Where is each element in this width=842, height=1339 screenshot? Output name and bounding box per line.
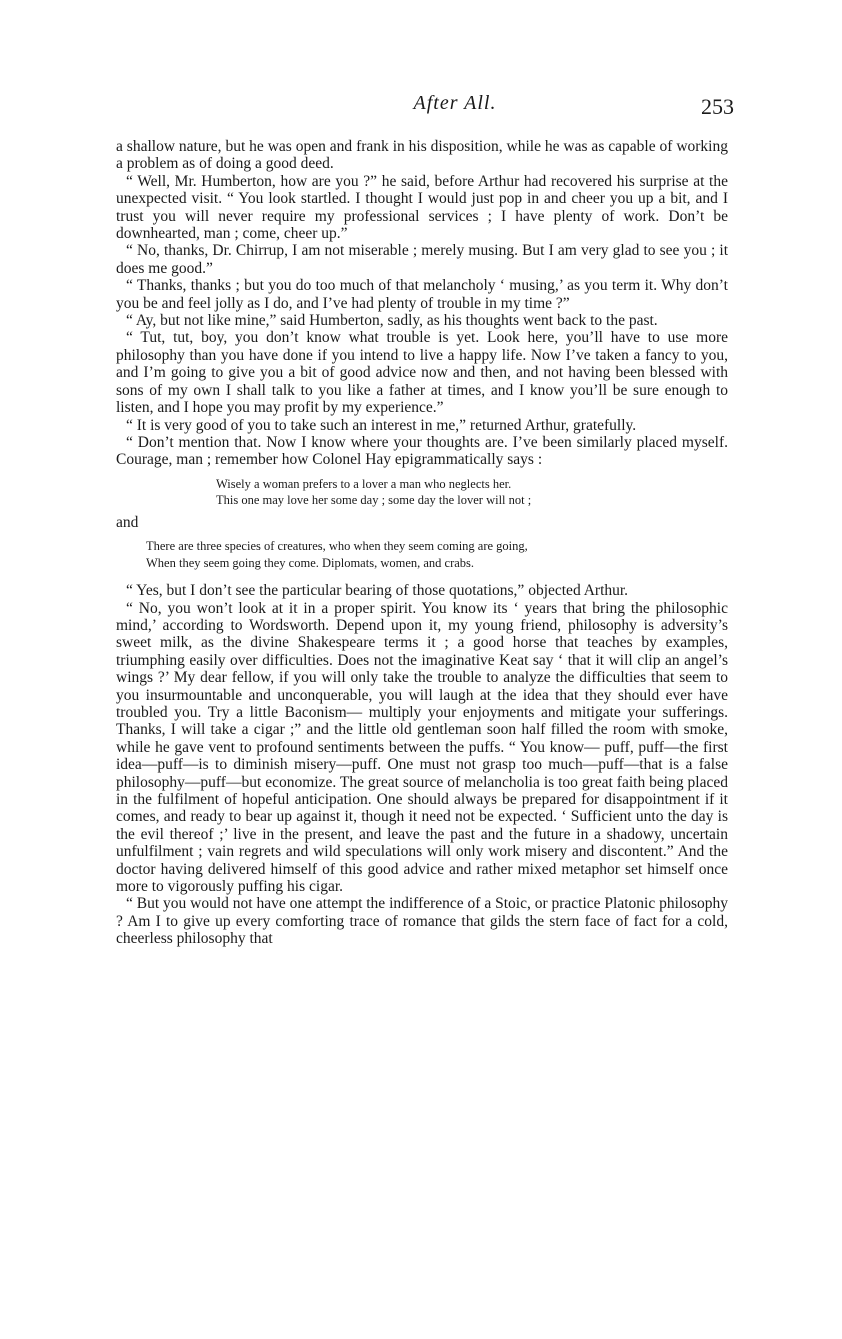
paragraph: “ It is very good of you to take such an interest in me,” returned Arthur, gratefully. — [126, 416, 637, 434]
verse-line: There are three species of creatures, who when they seem coming are going, — [146, 539, 528, 554]
paragraph: “ Yes, but I don’t see the particular bearing of those quotations,” objected Arthur. — [126, 582, 629, 600]
body-text — [116, 138, 728, 948]
paragraph: “ Don’t mention that. Now I know where your thoughts are. I’ve been similarly placed myself. Courage, man ; remember how Colonel Hay epigrammatically says : — [116, 433, 728, 469]
paragraph: “ No, you won’t look at it in a proper spirit. You know its ‘ years that bring the philosophic mind,’ according to Wordsworth. Depend upon it, my young friend, philosophy is adversity’s sweet milk, as the divine Shakespeare terms it ; a good horse that teaches by examples, triumphing easily over difficulties. Does not the imaginative Keat say ‘ that it will clip an angel’s wings ?’ My dear fellow, if you will only take the trouble to analyze the difficulties that seem to you insurmountable and unconquerable, you will laugh at the idea that they should ever have troubled you. Try a little Baconism— multiply your enjoyments and mitigate your sufferings. Thanks, I will take a cigar ;” and the little old gentleman soon half filled the room with smoke, while he gave vent to profound sentiments between the puffs. “ You know— puff, puff—the first idea—puff—is to diminish misery—puff. One must not grasp too much—puff—that is a false philosophy—puff—but economize. The great source of melancholia is too great faith being placed in the fulfilment of hopeful anticipation. One should always be prepared for disappointment if it comes, and ready to bear up against it, though it need not be expected. ‘ Sufficient unto the day is the evil thereof ;’ live in the present, and leave the past and the future in a shadowy, uncertain unfulfilment ; vain regrets and wild speculations will only work misery and discontent.” And the doctor having delivered himself of this good advice and rather mixed metaphor set himself once more to vigorously puffing his cigar. — [116, 599, 728, 896]
paragraph: “ Tut, tut, boy, you don’t know what trouble is yet. Look here, you’ll have to use more philosophy than you have done if you intend to live a happy life. Now I’ve taken a fancy to you, and I’m going to give you a bit of good advice now and then, and not having been blessed with sons of my own I shall talk to you like a father at times, and I know you’ll be sure enough to listen, and I hope you may profit by my experience.” — [116, 329, 728, 417]
verse-line: Wisely a woman prefers to a lover a man who neglects her. — [216, 476, 512, 491]
paragraph: “ But you would not have one attempt the indifference of a Stoic, or practice Platonic philosophy ? Am I to give up every comforting trace of romance that gilds the stern face of fact for a cold, cheerless philosophy that — [116, 895, 728, 948]
connector-word: and — [116, 513, 139, 531]
paragraph: “ Ay, but not like mine,” said Humberton, sadly, as his thoughts went back to the past. — [126, 312, 658, 330]
paragraph: “ No, thanks, Dr. Chirrup, I am not miserable ; merely musing. But I am very glad to see you ; it does me good.” — [116, 242, 728, 277]
running-title: After All. — [413, 92, 497, 114]
paragraph: “ Well, Mr. Humberton, how are you ?” he said, before Arthur had recovered his surprise at the unexpected visit. “ You look startled. I thought I would just pop in and cheer you up a bit, and I trust you will never require my professional services ; I have plenty of work. Don’t be downhearted, man ; come, cheer up.” — [116, 172, 728, 243]
page-number: 253 — [701, 94, 734, 119]
paragraph: “ Thanks, thanks ; but you do too much of that melancholy ‘ musing,’ as you term it. Why don’t you be and feel jolly as I do, and I’ve had plenty of trouble in my time ?” — [116, 277, 728, 312]
verse-quotation — [116, 538, 728, 571]
running-head — [0, 92, 842, 122]
verse-line: When they seem going they come. Diplomats, women, and crabs. — [146, 555, 475, 570]
paragraph: a shallow nature, but he was open and frank in his disposition, while he was as capable of working a problem as of doing a good deed. — [116, 138, 728, 173]
verse-line: This one may love her some day ; some day the lover will not ; — [216, 493, 532, 508]
verse-quotation — [116, 476, 728, 509]
